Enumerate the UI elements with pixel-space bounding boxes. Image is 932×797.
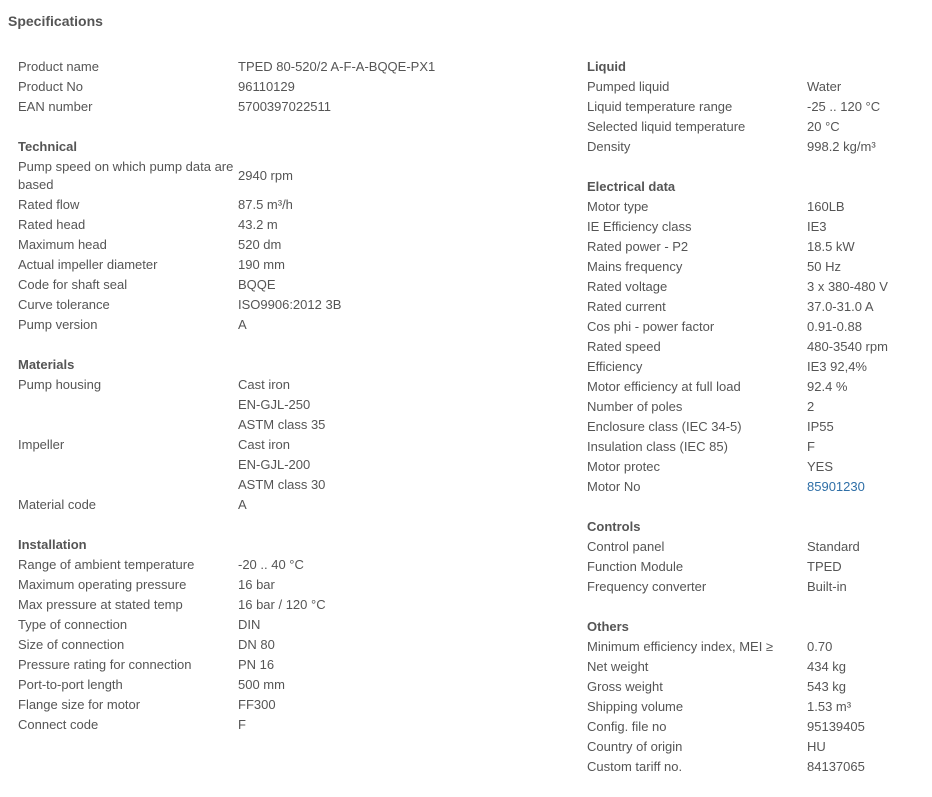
spec-row-max-pressure-stated-temp [18, 595, 558, 615]
spec-value: 96110129 [238, 79, 295, 94]
specs-left-column [18, 57, 558, 755]
spec-value: 434 kg [807, 659, 847, 674]
spec-value-line: ASTM class 30 [238, 477, 326, 492]
spec-row-port-to-port-length [18, 675, 558, 695]
section-title-materials: Materials [18, 357, 75, 372]
spec-label: Type of connection [18, 617, 128, 632]
spec-label: Pump version [18, 317, 98, 332]
spec-value: 16 bar / 120 °C [238, 597, 326, 612]
spec-row-net-weight [587, 657, 927, 677]
spec-value: 543 kg [807, 679, 847, 694]
spec-row-rated-current [587, 297, 927, 317]
spec-label: EAN number [18, 99, 93, 114]
spec-row-country-of-origin [587, 737, 927, 757]
spec-value: 3 x 380-480 V [807, 279, 888, 294]
spec-label: Actual impeller diameter [18, 257, 158, 272]
spec-label: Product No [18, 79, 84, 94]
spec-row-motor-type [587, 197, 927, 217]
spec-label: Rated speed [587, 339, 661, 354]
spec-value: 18.5 kW [807, 239, 855, 254]
spec-row-rated-power [587, 237, 927, 257]
spec-label: Function Module [587, 559, 684, 574]
spec-label: Number of poles [587, 399, 683, 414]
spec-value: A [238, 497, 247, 512]
spec-row-size-of-connection [18, 635, 558, 655]
spec-value: YES [807, 459, 834, 474]
spec-value: 92.4 % [807, 379, 848, 394]
spec-row-pump-housing [18, 375, 558, 435]
spec-value: PN 16 [238, 657, 275, 672]
spec-label: Rated head [18, 217, 86, 232]
section-liquid [587, 57, 927, 157]
spec-label: Net weight [587, 659, 649, 674]
spec-row-number-of-poles [587, 397, 927, 417]
spec-label: Connect code [18, 717, 99, 732]
spec-value-multi [238, 375, 558, 435]
spec-row-ie-efficiency-class [587, 217, 927, 237]
section-general [18, 57, 558, 117]
spec-label: Shipping volume [587, 699, 684, 714]
spec-value: 160LB [807, 199, 845, 214]
spec-row-pumped-liquid [587, 77, 927, 97]
spec-label: Code for shaft seal [18, 277, 128, 292]
page-title: Specifications [8, 13, 103, 29]
spec-value: 190 mm [238, 257, 285, 272]
spec-value: F [238, 717, 246, 732]
spec-label: Liquid temperature range [587, 99, 733, 114]
section-electrical [587, 177, 927, 497]
spec-label: Efficiency [587, 359, 643, 374]
spec-value: -25 .. 120 °C [807, 99, 881, 114]
spec-row-selected-liquid-temp [587, 117, 927, 137]
spec-row-custom-tariff-no [587, 757, 927, 777]
spec-row-insulation-class [587, 437, 927, 457]
spec-label: Size of connection [18, 637, 125, 652]
spec-value: FF300 [238, 697, 276, 712]
spec-row-product-no [18, 77, 558, 97]
spec-label: Country of origin [587, 739, 683, 754]
spec-value: IP55 [807, 419, 834, 434]
spec-value: 16 bar [238, 577, 275, 592]
spec-row-frequency-converter [587, 577, 927, 597]
spec-row-mei [587, 637, 927, 657]
section-title-electrical: Electrical data [587, 179, 676, 194]
spec-value: ISO9906:2012 3B [238, 297, 342, 312]
spec-value: IE3 92,4% [807, 359, 867, 374]
spec-label: Cos phi - power factor [587, 319, 715, 334]
spec-value: 0.70 [807, 639, 833, 654]
spec-label: Rated flow [18, 197, 80, 212]
spec-label: Motor efficiency at full load [587, 379, 741, 394]
spec-row-efficiency [587, 357, 927, 377]
spec-value: 1.53 m³ [807, 699, 852, 714]
spec-label: Density [587, 139, 631, 154]
spec-row-impeller [18, 435, 558, 495]
spec-label: Impeller [18, 437, 65, 452]
spec-value: A [238, 317, 247, 332]
spec-value: Standard [807, 539, 860, 554]
spec-row-max-operating-pressure [18, 575, 558, 595]
spec-value: 2940 rpm [238, 168, 293, 183]
spec-label: Motor No [587, 479, 641, 494]
spec-label: Config. file no [587, 719, 667, 734]
spec-label: Max pressure at stated temp [18, 597, 183, 612]
motor-no-link[interactable]: 85901230 [807, 479, 865, 494]
spec-value: DIN [238, 617, 261, 632]
spec-label: Custom tariff no. [587, 759, 683, 774]
spec-label: Maximum head [18, 237, 107, 252]
spec-label: Control panel [587, 539, 665, 554]
spec-value: DN 80 [238, 637, 275, 652]
section-others [587, 617, 927, 777]
section-title-controls: Controls [587, 519, 641, 534]
spec-row-rated-speed [587, 337, 927, 357]
spec-label: Motor type [587, 199, 649, 214]
spec-value: TPED 80-520/2 A-F-A-BQQE-PX1 [238, 59, 436, 74]
spec-value: 20 °C [807, 119, 840, 134]
spec-row-flange-size [18, 695, 558, 715]
spec-value-line: EN-GJL-250 [238, 397, 311, 412]
spec-value: F [807, 439, 815, 454]
spec-row-enclosure-class [587, 417, 927, 437]
spec-value: 998.2 kg/m³ [807, 139, 876, 154]
spec-value: IE3 [807, 219, 827, 234]
spec-label: Pump speed on which pump data are based [18, 159, 234, 192]
spec-label: Gross weight [587, 679, 663, 694]
spec-row-mains-frequency [587, 257, 927, 277]
spec-label: Frequency converter [587, 579, 707, 594]
section-controls [587, 517, 927, 597]
spec-row-shaft-seal [18, 275, 558, 295]
spec-row-function-module [587, 557, 927, 577]
section-technical [18, 137, 558, 335]
section-title-technical: Technical [18, 139, 78, 154]
spec-label: Material code [18, 497, 97, 512]
spec-row-power-factor [587, 317, 927, 337]
spec-label: Pump housing [18, 377, 102, 392]
spec-value-cell [807, 477, 927, 497]
spec-value: BQQE [238, 277, 276, 292]
spec-row-rated-flow [18, 195, 558, 215]
spec-value-line: EN-GJL-200 [238, 457, 311, 472]
spec-value: 2 [807, 399, 815, 414]
spec-label: Pumped liquid [587, 79, 670, 94]
spec-row-pump-version [18, 315, 558, 335]
spec-value: 500 mm [238, 677, 285, 692]
spec-value: -20 .. 40 °C [238, 557, 304, 572]
spec-value: 5700397022511 [238, 99, 332, 114]
specs-right-column [587, 57, 927, 797]
spec-label: Mains frequency [587, 259, 683, 274]
spec-row-curve-tolerance [18, 295, 558, 315]
spec-value: 87.5 m³/h [238, 197, 293, 212]
spec-label: Curve tolerance [18, 297, 110, 312]
spec-label: Product name [18, 59, 99, 74]
spec-row-shipping-volume [587, 697, 927, 717]
spec-label: Minimum efficiency index, MEI ≥ [587, 639, 774, 654]
spec-value: 37.0-31.0 A [807, 299, 874, 314]
spec-label: Rated current [587, 299, 666, 314]
spec-label: Enclosure class (IEC 34-5) [587, 419, 742, 434]
spec-value: 84137065 [807, 759, 865, 774]
spec-value: 480-3540 rpm [807, 339, 888, 354]
spec-label: Pressure rating for connection [18, 657, 192, 672]
spec-value: Built-in [807, 579, 847, 594]
spec-value: 95139405 [807, 719, 865, 734]
spec-label: Port-to-port length [18, 677, 123, 692]
spec-label: Maximum operating pressure [18, 577, 187, 592]
spec-value-multi [238, 435, 558, 495]
spec-value: 50 Hz [807, 259, 841, 274]
spec-row-motor-efficiency-full-load [587, 377, 927, 397]
spec-value: HU [807, 739, 826, 754]
spec-row-pressure-rating [18, 655, 558, 675]
section-title-liquid: Liquid [587, 59, 626, 74]
spec-row-ambient-temperature [18, 555, 558, 575]
spec-value: 43.2 m [238, 217, 278, 232]
spec-value-line: ASTM class 35 [238, 417, 326, 432]
spec-value: 520 dm [238, 237, 282, 252]
spec-label: Insulation class (IEC 85) [587, 439, 728, 454]
spec-label: Flange size for motor [18, 697, 141, 712]
spec-row-ean-number [18, 97, 558, 117]
spec-value-line: Cast iron [238, 377, 291, 392]
spec-row-maximum-head [18, 235, 558, 255]
spec-value: 0.91-0.88 [807, 319, 862, 334]
spec-row-config-file-no [587, 717, 927, 737]
spec-label: Rated power - P2 [587, 239, 689, 254]
spec-row-density [587, 137, 927, 157]
spec-label: IE Efficiency class [587, 219, 692, 234]
spec-value: TPED [807, 559, 842, 574]
spec-row-impeller-diameter [18, 255, 558, 275]
spec-label: Motor protec [587, 459, 660, 474]
spec-label: Rated voltage [587, 279, 668, 294]
spec-row-product-name [18, 57, 558, 77]
spec-row-liquid-temp-range [587, 97, 927, 117]
spec-label: Selected liquid temperature [587, 119, 746, 134]
spec-row-rated-voltage [587, 277, 927, 297]
section-materials [18, 355, 558, 515]
spec-row-type-of-connection [18, 615, 558, 635]
spec-row-rated-head [18, 215, 558, 235]
spec-row-pump-speed [18, 157, 558, 195]
section-title-others: Others [587, 619, 629, 634]
spec-row-control-panel [587, 537, 927, 557]
spec-value: Water [807, 79, 842, 94]
spec-row-motor-protec [587, 457, 927, 477]
spec-row-connect-code [18, 715, 558, 735]
spec-row-motor-no [587, 477, 927, 497]
spec-row-gross-weight [587, 677, 927, 697]
spec-value-line: Cast iron [238, 437, 291, 452]
spec-row-material-code [18, 495, 558, 515]
section-title-installation: Installation [18, 537, 87, 552]
section-installation [18, 535, 558, 735]
spec-label: Range of ambient temperature [18, 557, 195, 572]
